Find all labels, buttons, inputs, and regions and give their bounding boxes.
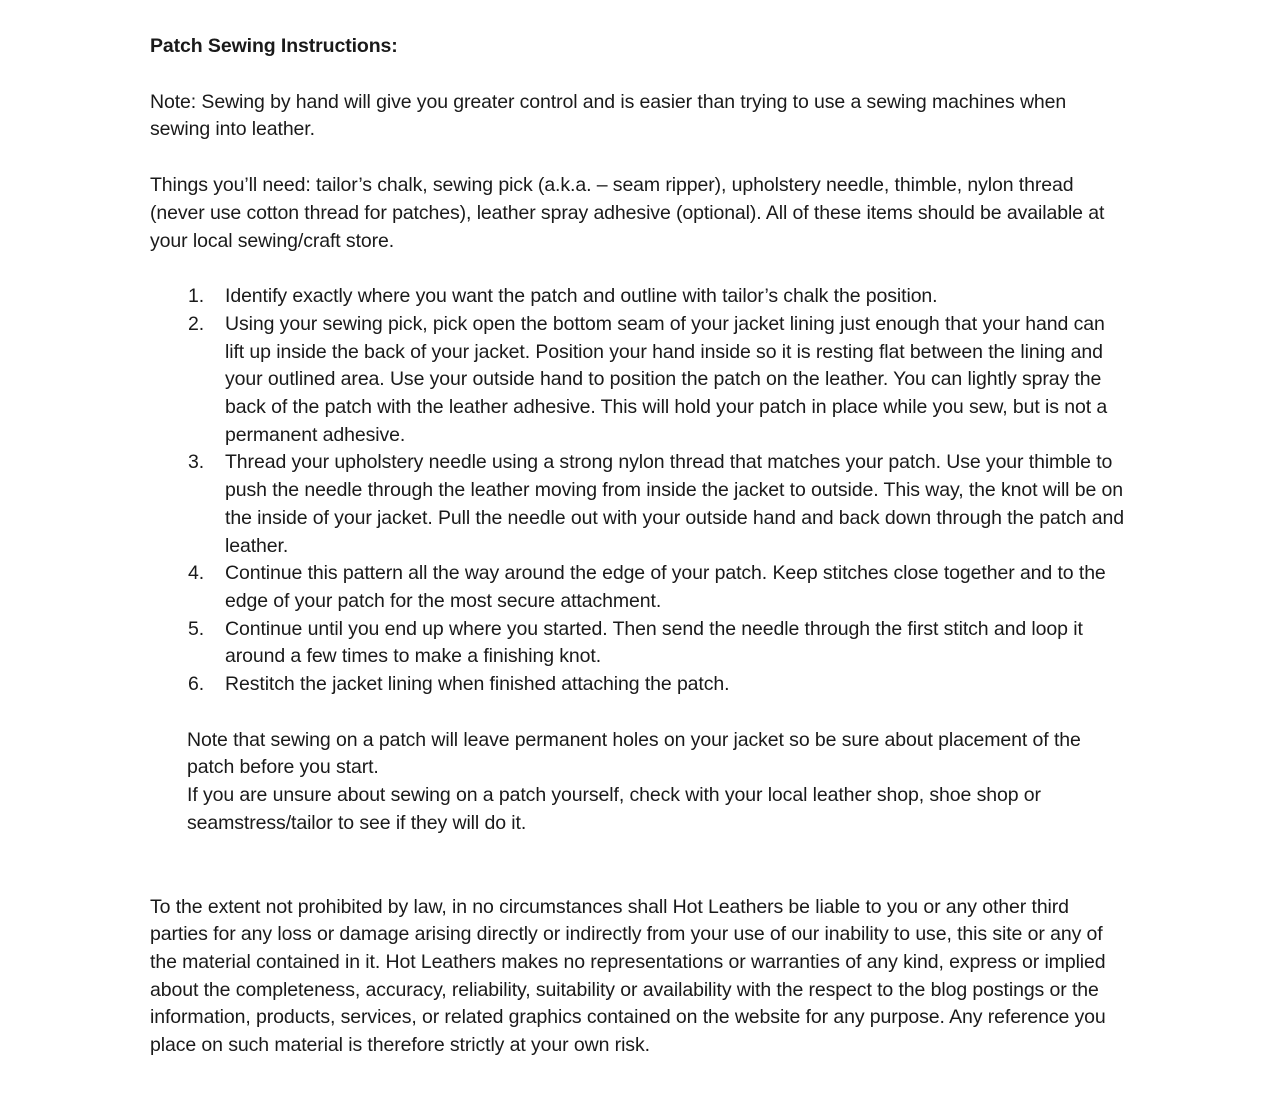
step-text: Restitch the jacket lining when finished attaching the patch. (225, 673, 730, 696)
step-number: 6. (188, 673, 205, 696)
closing-note-unsure: If you are unsure about sewing on a patch yourself, check with your local leather shop, shoe shop or seamstress/tailor to see if they will do it. (187, 784, 1041, 834)
step-number: 4. (188, 562, 205, 585)
instruction-list (150, 283, 1128, 699)
closing-notes-block (187, 727, 1128, 838)
paragraph-intro-note: Note: Sewing by hand will give you greater control and is easier than trying to use a sewing machines when sewing into leather. (150, 90, 1067, 141)
step-text: Using your sewing pick, pick open the bottom seam of your jacket lining just enough that your hand can lift up inside the back of your jacket. Position your hand inside so it is resting flat between the lining and your outlined area. Use your outside hand to position the patch on the leather. You can lightly spray the back of the patch with the leather adhesive. This will hold your patch in place while you sew, but is not a permanent adhesive. (225, 312, 1108, 446)
instruction-step (150, 311, 1128, 450)
step-text: Thread your upholstery needle using a strong nylon thread that matches your patch. Use your thimble to push the needle through the leather moving from inside the jacket to outside. This way, the knot will be on the inside of your jacket. Pull the needle out with your outside hand and back down through the patch and leather. (225, 451, 1125, 557)
instruction-step (150, 449, 1128, 560)
step-number: 2. (188, 312, 205, 335)
paragraph-things-needed: Things you’ll need: tailor’s chalk, sewing pick (a.k.a. – seam ripper), upholstery needle, thimble, nylon thread (never use cotton thread for patches), leather spray adhesive (optional). All of these items should be available at your local sewing/craft store. (150, 174, 1105, 252)
step-number: 5. (188, 617, 205, 640)
step-number: 1. (188, 285, 205, 308)
step-number: 3. (188, 451, 205, 474)
step-text: Continue this pattern all the way around the edge of your patch. Keep stitches close together and to the edge of your patch for the most secure attachment. (225, 562, 1106, 612)
instruction-step (150, 283, 1128, 311)
closing-note-placement: Note that sewing on a patch will leave permanent holes on your jacket so be sure about placement of the patch before you start. (187, 728, 1081, 779)
instruction-step (150, 560, 1128, 615)
document-body (150, 33, 1128, 1060)
instruction-step (150, 671, 1128, 699)
document-title: Patch Sewing Instructions: (150, 35, 398, 57)
step-text: Identify exactly where you want the patch and outline with tailor’s chalk the position. (225, 285, 938, 308)
disclaimer-paragraph: To the extent not prohibited by law, in no circumstances shall Hot Leathers be liable to you or any other third parties for any loss or damage arising directly or indirectly from your use of our inability to use, this site or any of the material contained in it. Hot Leathers makes no representations or warranties of any kind, express or implied about the completeness, accuracy, reliability, suitability or availability with the respect to the blog postings or the information, products, services, or related graphics contained on the website for any purpose. Any reference you place on such material is therefore strictly at your own risk. (150, 895, 1106, 1057)
instruction-step (150, 616, 1128, 671)
step-text: Continue until you end up where you started. Then send the needle through the first stitch and loop it around a few times to make a finishing knot. (225, 617, 1083, 668)
